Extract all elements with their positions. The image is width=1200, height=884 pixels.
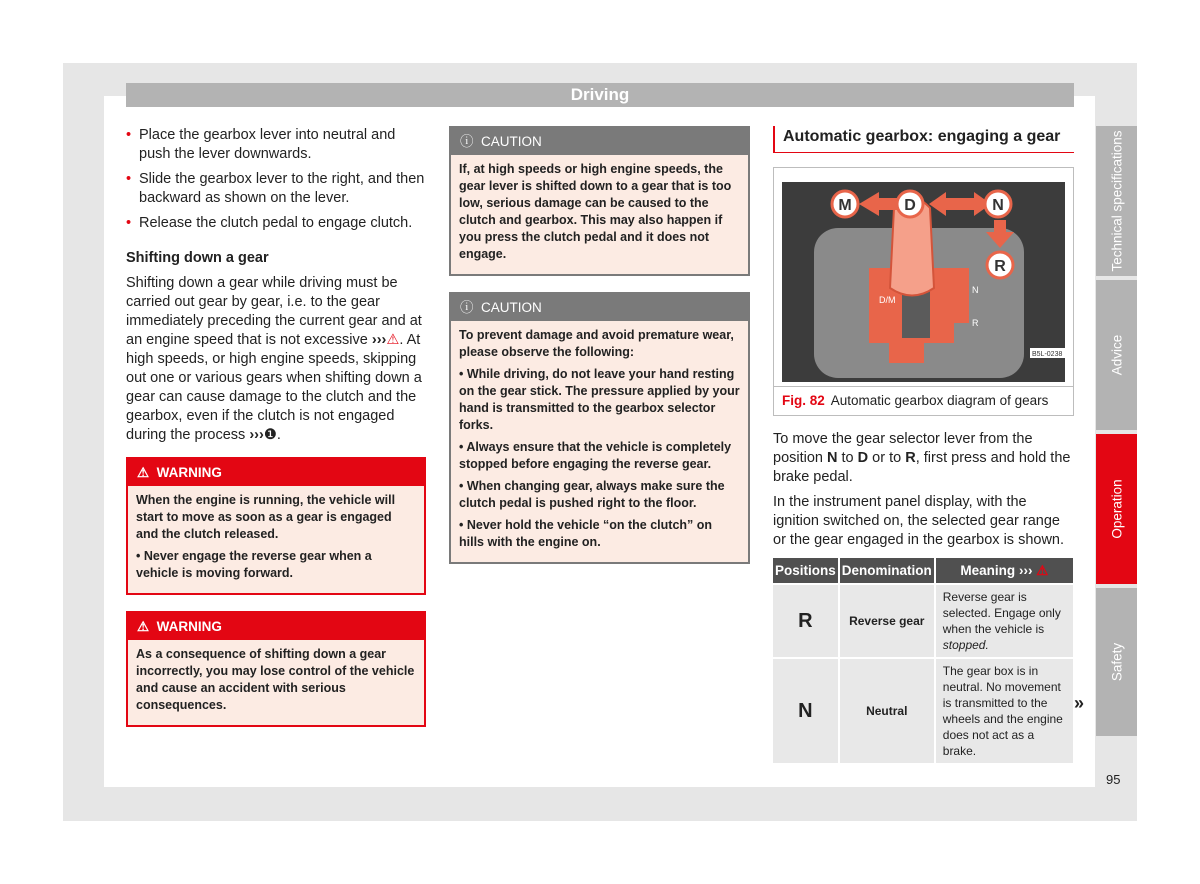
tab-advice[interactable]: Advice (1096, 280, 1137, 430)
warning-triangle-icon: ⚠ (137, 465, 150, 480)
page-number: 95 (1106, 772, 1121, 787)
bullet-icon: • (126, 127, 132, 143)
gate-label-n: N (972, 285, 979, 295)
figure-code: B5L-0238 (1032, 351, 1063, 358)
table-header: Positions (773, 558, 838, 583)
column-left (126, 126, 426, 727)
subheading: Shifting down a gear (126, 250, 269, 266)
paragraph: To move the gear selector lever from the position N to D or to R, first press and hold the brake pedal. (773, 431, 1071, 485)
paragraph: Shifting down a gear while driving must be carried out gear by gear, i.e. to the gear immediately preceding the current gear and at an engine speed that is not excessive ›››⚠. At high speeds, or high engine speeds, skipping out one or various gears when shifting down a gear can cause damage to the clutch and the gearbox, even if the clutch is not engaged during the process ›››❶. (126, 275, 422, 443)
label-d: D (904, 197, 916, 214)
caution-circle-icon: ❶ (263, 427, 277, 443)
caution-title: ⓘ CAUTION (451, 128, 748, 155)
continue-mark: » (1074, 693, 1085, 713)
tab-safety[interactable]: Safety (1096, 588, 1137, 736)
warning-box: ⚠ WARNING As a consequence of shifting down a gear incorrectly, you may lose control of the vehicle and cause an accident with serious consequences. (126, 611, 426, 727)
table-row: R Reverse gear Reverse gear is selected. Engage only when the vehicle is stopped. (773, 585, 1073, 657)
warning-box: ⚠ WARNING When the engine is running, the vehicle will start to move as soon as a gear is engaged and the clutch released. • Never engage the reverse gear when a vehicle is moving forward. (126, 457, 426, 595)
tab-technical-specifications[interactable]: Technical specifications (1096, 126, 1137, 276)
warning-triangle-icon: ⚠ (386, 332, 400, 348)
list-item: • Slide the gearbox lever to the right, and then backward as shown on the lever. (126, 171, 425, 206)
gear-table (771, 556, 1075, 765)
ref-arrow: ››› (371, 332, 387, 348)
figure-number: Fig. 82 (782, 393, 825, 408)
gate-label-r: R (972, 318, 979, 328)
bullet-icon: • (126, 215, 132, 231)
caution-box: ⓘ CAUTION If, at high speeds or high engine speeds, the gear lever is shifted down to a gear that is too low, serious damage can be caused to the clutch and gearbox. This may also happen if you press the clutch pedal and it does not engage. (449, 126, 750, 276)
caution-circle-icon: ⓘ (460, 134, 474, 149)
caution-box: ⓘ CAUTION To prevent damage and avoid premature wear, please observe the following: • While driving, do not leave your hand resting on the gear stick. The pressure applied by your hand is transmitted to the gearbox selector forks. • Always ensure that the vehicle is completely stopped before engaging the reverse gear. • When changing gear, always make sure the clutch pedal is pushed right to the floor. • Never hold the vehicle “on the clutch” on hills with the engine on. (449, 292, 750, 564)
list-item: • Place the gearbox lever into neutral and push the lever downwards. (126, 127, 396, 162)
warning-title: ⚠ WARNING (128, 613, 424, 640)
ref-arrow: ››› (249, 427, 264, 443)
gearbox-diagram (774, 168, 1073, 386)
warning-title: ⚠ WARNING (128, 459, 424, 486)
warning-triangle-icon: ⚠ (1036, 563, 1049, 578)
page-title: Driving (126, 83, 1074, 107)
gearbox-figure (773, 167, 1074, 387)
paragraph: In the instrument panel display, with the ignition switched on, the selected gear range or the gear engaged in the gearbox is shown. (773, 494, 1065, 548)
label-m: M (838, 197, 852, 214)
table-header: Meaning ››› ⚠ (936, 558, 1073, 583)
caution-circle-icon: ⓘ (460, 300, 474, 315)
column-middle (449, 126, 750, 580)
figure-caption: Fig. 82 Automatic gearbox diagram of gears (773, 387, 1074, 416)
column-right (773, 126, 1074, 765)
table-header-row (773, 558, 1073, 583)
label-n: N (992, 197, 1004, 214)
gate-label-dm: D/M (879, 295, 896, 305)
label-r: R (994, 258, 1006, 275)
table-header: Denomination (840, 558, 934, 583)
tab-operation[interactable]: Operation (1096, 434, 1137, 584)
caution-title: ⓘ CAUTION (451, 294, 748, 321)
bullet-icon: • (126, 171, 132, 187)
table-row: N Neutral The gear box is in neutral. No movement is transmitted to the wheels and the engine does not act as a brake. (773, 659, 1073, 763)
list-item: • Release the clutch pedal to engage clutch. (126, 215, 413, 231)
section-title: Automatic gearbox: engaging a gear (773, 126, 1074, 153)
warning-triangle-icon: ⚠ (137, 619, 150, 634)
